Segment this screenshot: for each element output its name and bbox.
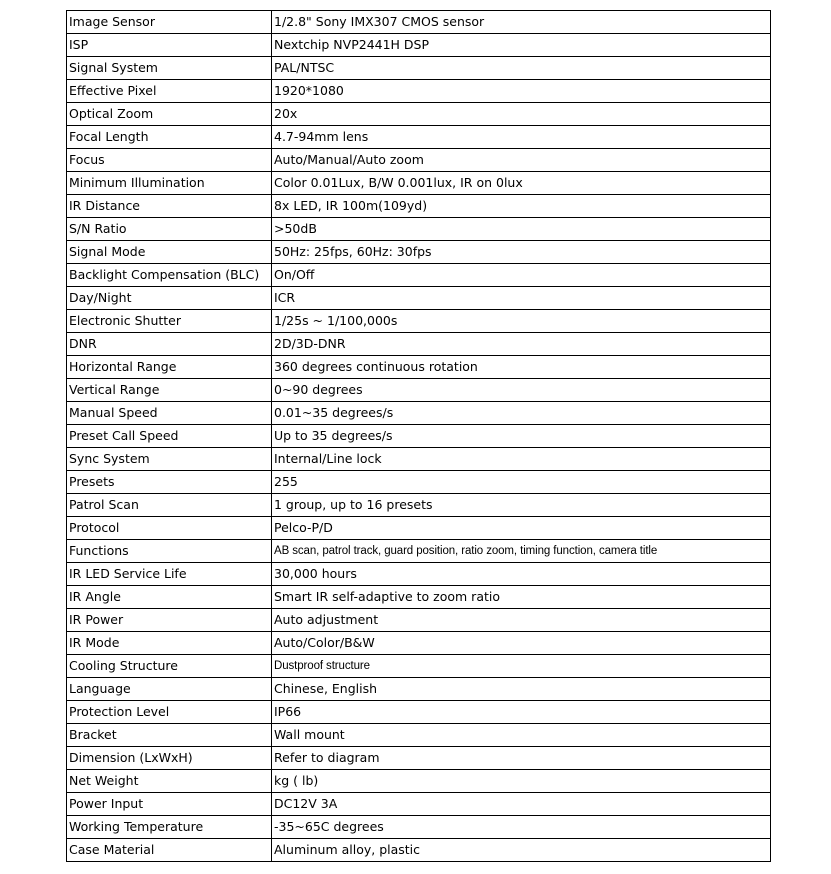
- table-row: [67, 264, 771, 287]
- table-row: [67, 356, 771, 379]
- spec-value: Auto/Manual/Auto zoom: [272, 149, 771, 172]
- spec-label: Functions: [67, 540, 272, 563]
- spec-label: Working Temperature: [67, 816, 272, 839]
- spec-value: Smart IR self-adaptive to zoom ratio: [272, 586, 771, 609]
- spec-label: Language: [67, 678, 272, 701]
- spec-value: -35~65C degrees: [272, 816, 771, 839]
- spec-label: Effective Pixel: [67, 80, 272, 103]
- table-row: [67, 839, 771, 862]
- spec-value: 1/2.8" Sony IMX307 CMOS sensor: [272, 11, 771, 34]
- spec-label: Vertical Range: [67, 379, 272, 402]
- spec-label: ISP: [67, 34, 272, 57]
- spec-value: On/Off: [272, 264, 771, 287]
- spec-value: 0.01~35 degrees/s: [272, 402, 771, 425]
- spec-value: AB scan, patrol track, guard position, ratio zoom, timing function, camera title: [272, 540, 771, 563]
- table-row: [67, 126, 771, 149]
- spec-value: Color 0.01Lux, B/W 0.001lux, IR on 0lux: [272, 172, 771, 195]
- spec-label: Signal Mode: [67, 241, 272, 264]
- spec-label: S/N Ratio: [67, 218, 272, 241]
- table-row: [67, 724, 771, 747]
- spec-label: Electronic Shutter: [67, 310, 272, 333]
- spec-value: 50Hz: 25fps, 60Hz: 30fps: [272, 241, 771, 264]
- table-row: [67, 563, 771, 586]
- spec-label: Power Input: [67, 793, 272, 816]
- spec-value: PAL/NTSC: [272, 57, 771, 80]
- spec-value: Up to 35 degrees/s: [272, 425, 771, 448]
- spec-label: Dimension (LxWxH): [67, 747, 272, 770]
- spec-value: 255: [272, 471, 771, 494]
- spec-label: Presets: [67, 471, 272, 494]
- spec-label: IR Mode: [67, 632, 272, 655]
- spec-label: Minimum Illumination: [67, 172, 272, 195]
- spec-label: Horizontal Range: [67, 356, 272, 379]
- spec-value: 0~90 degrees: [272, 379, 771, 402]
- spec-label: IR LED Service Life: [67, 563, 272, 586]
- spec-table: [66, 10, 771, 862]
- spec-value: >50dB: [272, 218, 771, 241]
- spec-label: Sync System: [67, 448, 272, 471]
- table-row: [67, 287, 771, 310]
- spec-value: Pelco-P/D: [272, 517, 771, 540]
- spec-value: Aluminum alloy, plastic: [272, 839, 771, 862]
- spec-value: 1 group, up to 16 presets: [272, 494, 771, 517]
- spec-value: 360 degrees continuous rotation: [272, 356, 771, 379]
- spec-label: Patrol Scan: [67, 494, 272, 517]
- table-row: [67, 333, 771, 356]
- spec-value: Refer to diagram: [272, 747, 771, 770]
- spec-label: Net Weight: [67, 770, 272, 793]
- spec-value: 30,000 hours: [272, 563, 771, 586]
- spec-label: IR Distance: [67, 195, 272, 218]
- table-row: [67, 471, 771, 494]
- table-row: [67, 609, 771, 632]
- spec-value: Dustproof structure: [272, 655, 771, 678]
- spec-value: Nextchip NVP2441H DSP: [272, 34, 771, 57]
- table-row: [67, 103, 771, 126]
- spec-value: 2D/3D-DNR: [272, 333, 771, 356]
- table-row: [67, 425, 771, 448]
- spec-label: Signal System: [67, 57, 272, 80]
- table-row: [67, 149, 771, 172]
- spec-label: Protection Level: [67, 701, 272, 724]
- table-row: [67, 448, 771, 471]
- spec-value: IP66: [272, 701, 771, 724]
- table-row: [67, 655, 771, 678]
- spec-label: Focal Length: [67, 126, 272, 149]
- table-row: [67, 80, 771, 103]
- table-row: [67, 793, 771, 816]
- spec-label: IR Angle: [67, 586, 272, 609]
- spec-value: Internal/Line lock: [272, 448, 771, 471]
- spec-value: kg ( lb): [272, 770, 771, 793]
- spec-label: Optical Zoom: [67, 103, 272, 126]
- spec-value: ICR: [272, 287, 771, 310]
- table-row: [67, 310, 771, 333]
- spec-value: Auto adjustment: [272, 609, 771, 632]
- spec-label: Case Material: [67, 839, 272, 862]
- table-row: [67, 195, 771, 218]
- spec-label: Bracket: [67, 724, 272, 747]
- spec-value: 1920*1080: [272, 80, 771, 103]
- table-row: [67, 494, 771, 517]
- table-row: [67, 11, 771, 34]
- spec-value: 20x: [272, 103, 771, 126]
- table-row: [67, 770, 771, 793]
- table-row: [67, 586, 771, 609]
- spec-label: Image Sensor: [67, 11, 272, 34]
- table-row: [67, 678, 771, 701]
- spec-label: Protocol: [67, 517, 272, 540]
- spec-label: Day/Night: [67, 287, 272, 310]
- table-row: [67, 218, 771, 241]
- spec-value: 4.7-94mm lens: [272, 126, 771, 149]
- spec-value: Chinese, English: [272, 678, 771, 701]
- spec-table-body: [67, 11, 771, 862]
- table-row: [67, 379, 771, 402]
- spec-label: IR Power: [67, 609, 272, 632]
- table-row: [67, 402, 771, 425]
- table-row: [67, 540, 771, 563]
- spec-label: DNR: [67, 333, 272, 356]
- spec-value: 1/25s ~ 1/100,000s: [272, 310, 771, 333]
- table-row: [67, 632, 771, 655]
- table-row: [67, 57, 771, 80]
- spec-label: Cooling Structure: [67, 655, 272, 678]
- table-row: [67, 701, 771, 724]
- spec-value: 8x LED, IR 100m(109yd): [272, 195, 771, 218]
- table-row: [67, 517, 771, 540]
- spec-value: Wall mount: [272, 724, 771, 747]
- spec-label: Focus: [67, 149, 272, 172]
- spec-label: Manual Speed: [67, 402, 272, 425]
- spec-label: Backlight Compensation (BLC): [67, 264, 272, 287]
- table-row: [67, 816, 771, 839]
- table-row: [67, 241, 771, 264]
- table-row: [67, 34, 771, 57]
- spec-label: Preset Call Speed: [67, 425, 272, 448]
- table-row: [67, 747, 771, 770]
- spec-value: Auto/Color/B&W: [272, 632, 771, 655]
- table-row: [67, 172, 771, 195]
- spec-value: DC12V 3A: [272, 793, 771, 816]
